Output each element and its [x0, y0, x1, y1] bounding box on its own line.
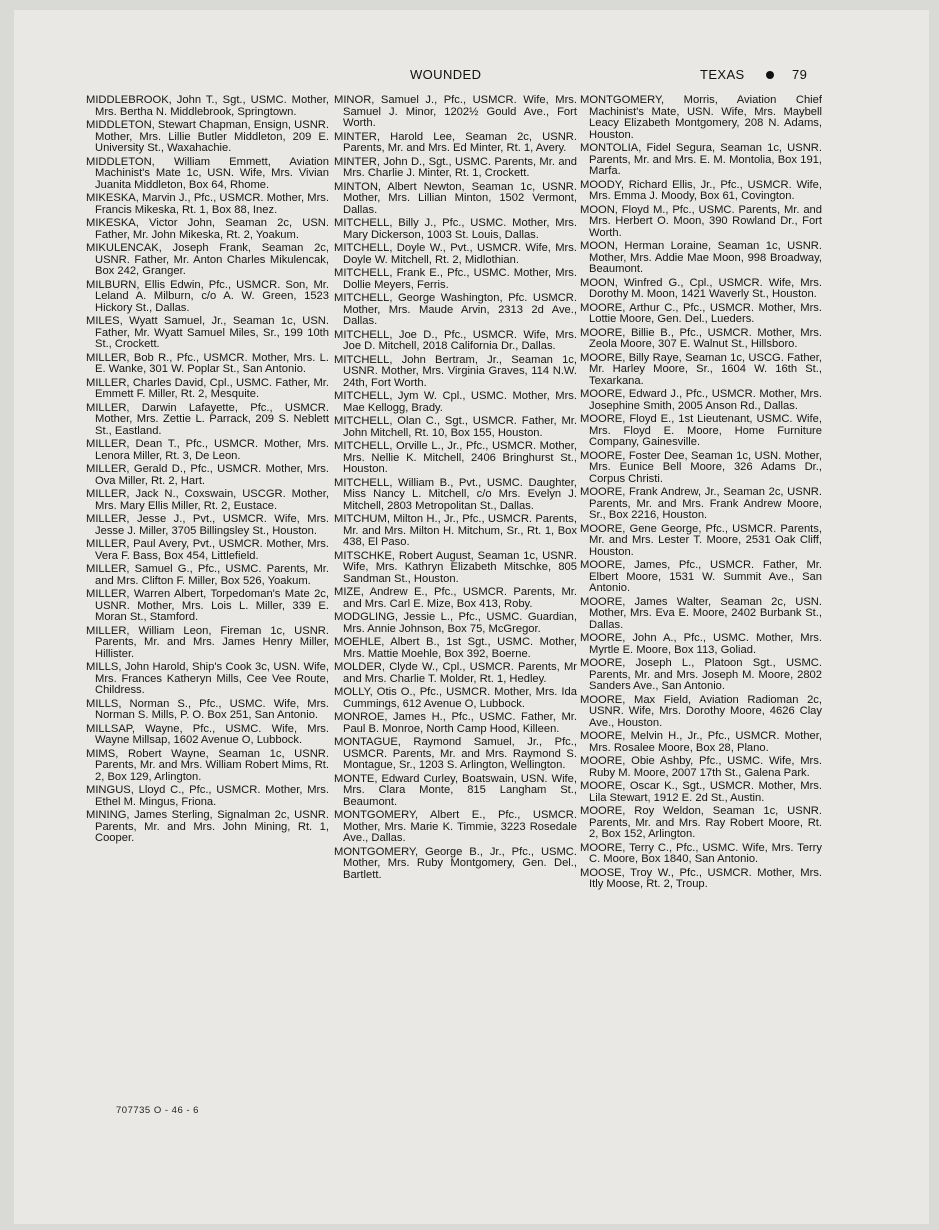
bullet-separator — [766, 71, 774, 79]
casualty-entry: MILLER, Jack N., Coxswain, USCGR. Mother, Mrs. Mary Ellis Miller, Rt. 2, Eustace. — [86, 488, 329, 512]
casualty-entry: MOLLY, Otis O., Pfc., USMCR. Mother, Mrs. Ida Cummings, 612 Avenue O, Lubbock. — [334, 686, 577, 710]
casualty-entry: MITCHELL, Billy J., Pfc., USMC. Mother, Mrs. Mary Dickerson, 1003 St. Louis, Dallas. — [334, 217, 577, 241]
casualty-entry: MINING, James Sterling, Signalman 2c, USNR. Parents, Mr. and Mrs. John Mining, Rt. 1, Cooper. — [86, 809, 329, 844]
casualty-entry: MONTAGUE, Raymond Samuel, Jr., Pfc., USMCR. Parents, Mr. and Mrs. Raymond S. Montague, Sr., 1203 S. Arlington, Wellington. — [334, 736, 577, 771]
casualty-entry: MOORE, Oscar K., Sgt., USMCR. Mother, Mrs. Lila Stewart, 1912 E. 2d St., Austin. — [580, 780, 822, 804]
casualty-entry: MONTGOMERY, Albert E., Pfc., USMCR. Mother, Mrs. Marie K. Timmie, 3223 Rosedale Ave., Dallas. — [334, 809, 577, 844]
casualty-entry: MOORE, James, Pfc., USMCR. Father, Mr. Elbert Moore, 1531 W. Summit Ave., San Antonio. — [580, 559, 822, 594]
casualty-entry: MILLER, William Leon, Fireman 1c, USNR. Parents, Mr. and Mrs. James Henry Miller, Hillister. — [86, 624, 329, 660]
column-3 — [580, 95, 822, 893]
casualty-entry: MILLER, Jesse J., Pvt., USMCR. Wife, Mrs. Jesse J. Miller, 3705 Billingsley St., Houston. — [86, 513, 329, 537]
casualty-entry: MOODY, Richard Ellis, Jr., Pfc., USMCR. Wife, Mrs. Emma J. Moody, Box 61, Covington. — [580, 178, 822, 202]
casualty-entry: MONTGOMERY, George B., Jr., Pfc., USMC. Mother, Mrs. Ruby Montgomery, Gen. Del., Bartlett. — [334, 845, 577, 881]
casualty-entry: MOORE, Roy Weldon, Seaman 1c, USNR. Parents, Mr. and Mrs. Ray Robert Moore, Rt. 2, Box 152, Arlington. — [580, 805, 822, 840]
casualty-entry: MITCHELL, Frank E., Pfc., USMC. Mother, Mrs. Dollie Meyers, Ferris. — [334, 267, 577, 291]
casualty-entry: MONTOLIA, Fidel Segura, Seaman 1c, USNR. Parents, Mr. and Mrs. E. M. Montolia, Box 191, Marfa. — [580, 142, 822, 177]
casualty-entry: MIZE, Andrew E., Pfc., USMCR. Parents, Mr. and Mrs. Carl E. Mize, Box 413, Roby. — [334, 586, 577, 610]
casualty-entry: MITCHELL, Olan C., Sgt., USMCR. Father, Mr. John Mitchell, Rt. 10, Box 155, Houston. — [334, 415, 577, 439]
casualty-entry: MOORE, John A., Pfc., USMC. Mother, Mrs. Myrtle E. Moore, Box 113, Goliad. — [580, 632, 822, 656]
column-1 — [86, 95, 329, 847]
casualty-entry: MINOR, Samuel J., Pfc., USMCR. Wife, Mrs. Samuel J. Minor, 1202½ Gould Ave., Fort Worth. — [334, 94, 577, 129]
casualty-entry: MOON, Winfred G., Cpl., USMCR. Wife, Mrs. Dorothy M. Moon, 1421 Waverly St., Houston. — [580, 276, 822, 300]
casualty-entry: MOON, Herman Loraine, Seaman 1c, USNR. Mother, Mrs. Addie Mae Moon, 998 Broadway, Beaumont. — [580, 240, 822, 275]
casualty-entry: MOORE, Terry C., Pfc., USMC. Wife, Mrs. Terry C. Moore, Box 1840, San Antonio. — [580, 841, 822, 865]
casualty-entry: MITSCHKE, Robert August, Seaman 1c, USNR. Wife, Mrs. Kathryn Elizabeth Mitschke, 805 Sandman St., Houston. — [334, 549, 577, 585]
casualty-entry: MOORE, Max Field, Aviation Radioman 2c, USNR. Wife, Mrs. Dorothy Moore, 4626 Clay Ave., Houston. — [580, 693, 822, 729]
casualty-entry: MOORE, Billie B., Pfc., USMCR. Mother, Mrs. Zeola Moore, 307 E. Walnut St., Hillsboro. — [580, 326, 822, 350]
casualty-entry: MILES, Wyatt Samuel, Jr., Seaman 1c, USN. Father, Mr. Wyatt Samuel Miles, Sr., 199 10th St., Crockett. — [86, 315, 329, 350]
casualty-entry: MODGLING, Jessie L., Pfc., USMC. Guardian, Mrs. Annie Johnson, Box 75, McGregor. — [334, 611, 577, 635]
casualty-entry: MOORE, Gene George, Pfc., USMCR. Parents, Mr. and Mrs. Lester T. Moore, 2531 Oak Cliff, Houston. — [580, 522, 822, 558]
casualty-entry: MOORE, Arthur C., Pfc., USMCR. Mother, Mrs. Lottie Moore, Gen. Del., Lueders. — [580, 301, 822, 325]
casualty-entry: MILLER, Charles David, Cpl., USMC. Father, Mr. Emmett F. Miller, Rt. 2, Mesquite. — [86, 376, 329, 400]
casualty-entry: MOORE, James Walter, Seaman 2c, USN. Mother, Mrs. Eva E. Moore, 2402 Burbank St., Dallas. — [580, 595, 822, 631]
casualty-entry: MILLER, Paul Avery, Pvt., USMCR. Mother, Mrs. Vera F. Bass, Box 454, Littlefield. — [86, 538, 329, 562]
casualty-entry: MIDDLETON, William Emmett, Aviation Machinist's Mate 1c, USN. Wife, Mrs. Vivian Juanita Middleton, Box 64, Rhome. — [86, 155, 329, 191]
casualty-entry: MILLER, Bob R., Pfc., USMCR. Mother, Mrs. L. E. Wanke, 301 W. Poplar St., San Antonio. — [86, 351, 329, 375]
casualty-entry: MILLS, Norman S., Pfc., USMC. Wife, Mrs. Norman S. Mills, P. O. Box 251, San Antonio. — [86, 697, 329, 721]
casualty-entry: MOORE, Joseph L., Platoon Sgt., USMC. Parents, Mr. and Mrs. Joseph M. Moore, 2802 Sanders Ave., San Antonio. — [580, 657, 822, 692]
casualty-entry: MINTER, Harold Lee, Seaman 2c, USNR. Parents, Mr. and Mrs. Ed Minter, Rt. 1, Avery. — [334, 130, 577, 154]
casualty-entry: MOEHLE, Albert B., 1st Sgt., USMC. Mother, Mrs. Mattie Moehle, Box 392, Boerne. — [334, 636, 577, 660]
casualty-entry: MILLER, Gerald D., Pfc., USMCR. Mother, Mrs. Ova Miller, Rt. 2, Hart. — [86, 463, 329, 487]
casualty-entry: MITCHELL, Jym W. Cpl., USMC. Mother, Mrs. Mae Kellogg, Brady. — [334, 390, 577, 414]
casualty-entry: MONROE, James H., Pfc., USMC. Father, Mr. Paul B. Monroe, North Camp Hood, Killeen. — [334, 711, 577, 735]
casualty-entry: MINGUS, Lloyd C., Pfc., USMCR. Mother, Mrs. Ethel M. Mingus, Friona. — [86, 784, 329, 808]
casualty-entry: MILLER, Warren Albert, Torpedoman's Mate 2c, USNR. Mother, Mrs. Lois L. Miller, 339 E. Moran St., Stamford. — [86, 588, 329, 623]
casualty-entry: MILBURN, Ellis Edwin, Pfc., USMCR. Son, Mr. Leland A. Milburn, c/o A. W. Green, 1523 Hickory St., Dallas. — [86, 278, 329, 314]
casualty-entry: MOORE, Billy Raye, Seaman 1c, USCG. Father, Mr. Harley Moore, Sr., 1604 W. 16th St., Texarkana. — [580, 351, 822, 387]
casualty-entry: MOON, Floyd M., Pfc., USMC. Parents, Mr. and Mrs. Herbert O. Moon, 390 Rowland Dr., Fort Worth. — [580, 203, 822, 239]
casualty-entry: MIKULENCAK, Joseph Frank, Seaman 2c, USNR. Father, Mr. Anton Charles Mikulencak, Box 242, Granger. — [86, 242, 329, 277]
casualty-entry: MOORE, Edward J., Pfc., USMCR. Mother, Mrs. Josephine Smith, 2005 Anson Rd., Dallas. — [580, 388, 822, 412]
casualty-entry: MIDDLEBROOK, John T., Sgt., USMC. Mother, Mrs. Bertha N. Middlebrook, Springtown. — [86, 94, 329, 118]
casualty-entry: MILLER, Dean T., Pfc., USMCR. Mother, Mrs. Lenora Miller, Rt. 3, De Leon. — [86, 438, 329, 462]
casualty-entry: MOLDER, Clyde W., Cpl., USMCR. Parents, Mr and Mrs. Charlie T. Molder, Rt. 1, Hedley. — [334, 661, 577, 685]
casualty-entry: MOORE, Frank Andrew, Jr., Seaman 2c, USNR. Parents, Mr. and Mrs. Frank Andrew Moore, Sr., Box 2216, Houston. — [580, 486, 822, 521]
print-code: 707735 O - 46 - 6 — [116, 1105, 199, 1116]
casualty-entry: MITCHELL, Joe D., Pfc., USMCR. Wife, Mrs. Joe D. Mitchell, 2018 California Dr., Dallas. — [334, 328, 577, 352]
page-header — [0, 67, 939, 85]
casualty-entry: MITCHELL, George Washington, Pfc. USMCR. Mother, Mrs. Maude Arvin, 2313 2d Ave., Dallas. — [334, 292, 577, 327]
casualty-entry: MIKESKA, Victor John, Seaman 2c, USN. Father, Mr. John Mikeska, Rt. 2, Yoakum. — [86, 217, 329, 241]
casualty-entry: MILLS, John Harold, Ship's Cook 3c, USN. Wife, Mrs. Frances Katheryn Mills, Cee Vee Route, Childress. — [86, 661, 329, 696]
casualty-entry: MOOSE, Troy W., Pfc., USMCR. Mother, Mrs. Itly Moose, Rt. 2, Troup. — [580, 866, 822, 890]
page-number: 79 — [792, 67, 808, 82]
casualty-entry: MOORE, Obie Ashby, Pfc., USMC. Wife, Mrs. Ruby M. Moore, 2007 17th St., Galena Park. — [580, 755, 822, 779]
casualty-entry: MOORE, Foster Dee, Seaman 1c, USN. Mother, Mrs. Eunice Bell Moore, 326 Adams Dr., Corpus Christi. — [580, 449, 822, 485]
casualty-entry: MONTE, Edward Curley, Boatswain, USN. Wife, Mrs. Clara Monte, 815 Langham St., Beaumont. — [334, 772, 577, 808]
column-2 — [334, 95, 577, 883]
casualty-entry: MILLER, Samuel G., Pfc., USMC. Parents, Mr. and Mrs. Clifton F. Miller, Box 526, Yoakum. — [86, 563, 329, 587]
casualty-entry: MITCHELL, William B., Pvt., USMC. Daughter, Miss Nancy L. Mitchell, c/o Mrs. Evelyn J. Mitchell, 2803 Metropolitan St., Dallas. — [334, 476, 577, 512]
casualty-entry: MILLER, Darwin Lafayette, Pfc., USMCR. Mother, Mrs. Zettie L. Parrack, 209 S. Neblett St., Eastland. — [86, 401, 329, 437]
casualty-entry: MITCHELL, Doyle W., Pvt., USMCR. Wife, Mrs. Doyle W. Mitchell, Rt. 2, Midlothian. — [334, 242, 577, 266]
casualty-entry: MITCHUM, Milton H., Jr., Pfc., USMCR. Parents, Mr. and Mrs. Milton H. Mitchum, Sr., Rt. 1, Box 438, El Paso. — [334, 513, 577, 548]
casualty-entry: MOORE, Floyd E., 1st Lieutenant, USMC. Wife, Mrs. Floyd E. Moore, Home Furniture Company, Gainesville. — [580, 413, 822, 448]
casualty-entry: MINTER, John D., Sgt., USMC. Parents, Mr. and Mrs. Charlie J. Minter, Rt. 1, Crockett. — [334, 155, 577, 179]
running-title: WOUNDED — [410, 67, 482, 82]
casualty-entry: MIKESKA, Marvin J., Pfc., USMCR. Mother, Mrs. Francis Mikeska, Rt. 1, Box 88, Inez. — [86, 192, 329, 216]
casualty-entry: MIDDLETON, Stewart Chapman, Ensign, USNR. Mother, Mrs. Lillie Butler Middleton, 209 E. University St., Waxahachie. — [86, 119, 329, 154]
state-name: TEXAS — [700, 67, 745, 82]
casualty-entry: MITCHELL, Orville L., Jr., Pfc., USMCR. Mother, Mrs. Nellie K. Mitchell, 2406 Bringhurst St., Houston. — [334, 440, 577, 475]
casualty-entry: MONTGOMERY, Morris, Aviation Chief Machinist's Mate, USN. Wife, Mrs. Maybell Leacy Elizabeth Montgomery, 208 N. Adams, Houston. — [580, 94, 822, 141]
casualty-entry: MITCHELL, John Bertram, Jr., Seaman 1c, USNR. Mother, Mrs. Virginia Graves, 114 N.W. 24th, Fort Worth. — [334, 353, 577, 389]
casualty-entry: MIMS, Robert Wayne, Seaman 1c, USNR. Parents, Mr. and Mrs. William Robert Mims, Rt. 2, Box 129, Arlington. — [86, 747, 329, 783]
casualty-entry: MOORE, Melvin H., Jr., Pfc., USMCR. Mother, Mrs. Rosalee Moore, Box 28, Plano. — [580, 730, 822, 754]
casualty-entry: MINTON, Albert Newton, Seaman 1c, USNR. Mother, Mrs. Lillian Minton, 1502 Vermont, Dallas. — [334, 180, 577, 216]
casualty-entry: MILLSAP, Wayne, Pfc., USMC. Wife, Mrs. Wayne Millsap, 1602 Avenue O, Lubbock. — [86, 722, 329, 746]
